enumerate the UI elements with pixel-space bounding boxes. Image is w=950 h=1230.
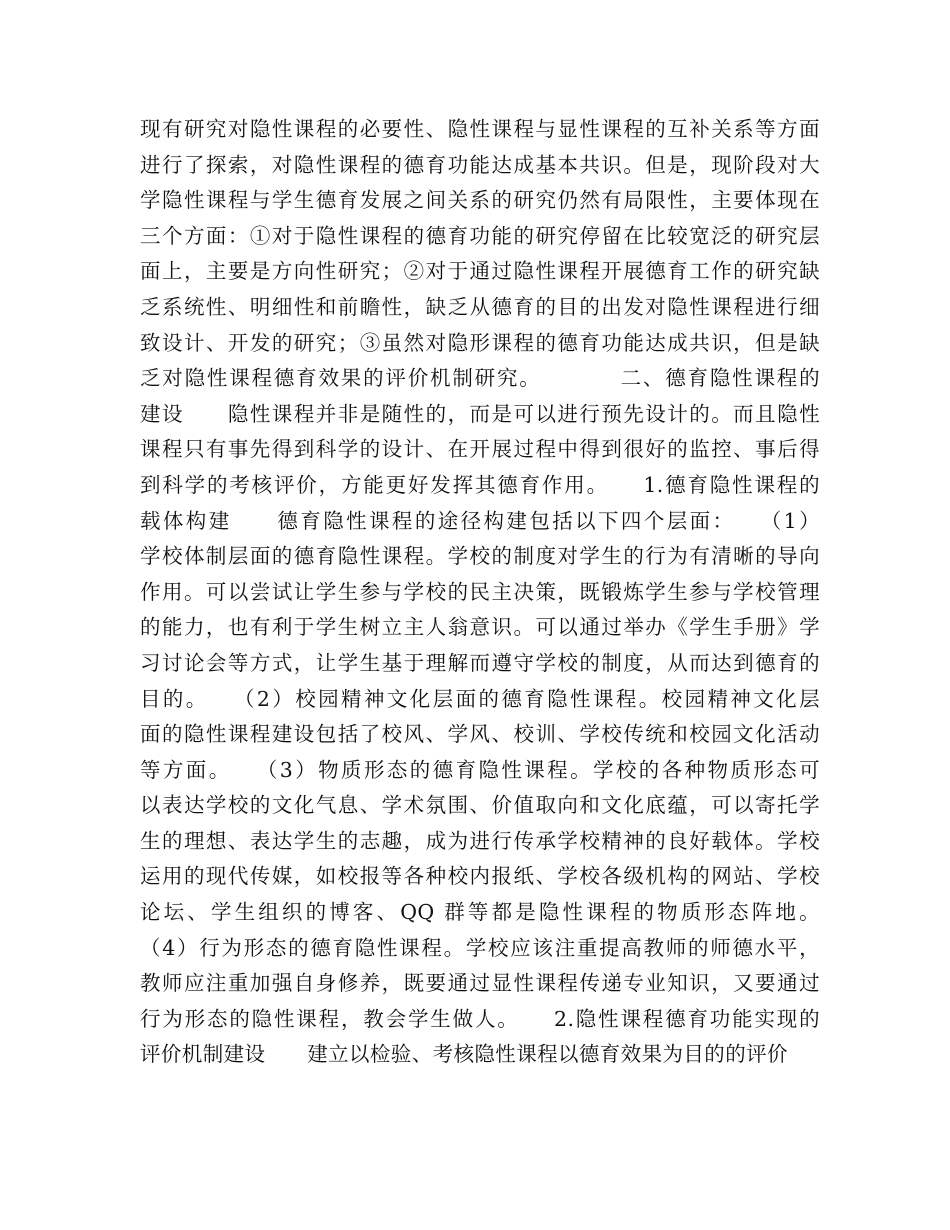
text-line-26: 行为形态的隐性课程，教会学生做人。 2.隐性课程德育功能实现的 bbox=[140, 1006, 820, 1031]
text-line-17: 目的。 （2）校园精神文化层面的德育隐性课程。校园精神文化层 bbox=[140, 686, 820, 711]
text-line-9: 建设 隐性课程并非是随性的，而是可以进行预先设计的。而且隐性 bbox=[140, 401, 820, 426]
text-line-19: 等方面。 （3）物质形态的德育隐性课程。学校的各种物质形态可 bbox=[140, 757, 820, 782]
text-line-6: 乏系统性、明细性和前瞻性，缺乏从德育的目的出发对隐性课程进行细 bbox=[140, 294, 820, 319]
text-line-14: 作用。可以尝试让学生参与学校的民主决策，既锻炼学生参与学校管理 bbox=[140, 579, 820, 604]
text-line-22: 运用的现代传媒，如校报等各种校内报纸、学校各级机构的网站、学校 bbox=[140, 864, 820, 889]
text-line-23: 论坛、学生组织的博客、QQ 群等都是隐性课程的物质形态阵地。 bbox=[140, 900, 820, 925]
text-line-24: （4）行为形态的德育隐性课程。学校应该注重提高教师的师德水平， bbox=[140, 935, 820, 960]
text-line-11: 到科学的考核评价，方能更好发挥其德育作用。 1.德育隐性课程的 bbox=[140, 472, 820, 497]
text-line-10: 课程只有事先得到科学的设计、在开展过程中得到很好的监控、事后得 bbox=[140, 437, 820, 462]
text-line-18: 面的隐性课程建设包括了校风、学风、校训、学校传统和校园文化活动 bbox=[140, 722, 820, 747]
text-line-7: 致设计、开发的研究；③虽然对隐形课程的德育功能达成共识，但是缺 bbox=[140, 330, 820, 355]
text-line-12: 载体构建 德育隐性课程的途径构建包括以下四个层面： （1） bbox=[140, 508, 820, 533]
text-line-20: 以表达学校的文化气息、学术氛围、价值取向和文化底蕴，可以寄托学 bbox=[140, 793, 820, 818]
text-line-21: 生的理想、表达学生的志趣，成为进行传承学校精神的良好载体。学校 bbox=[140, 828, 820, 853]
text-line-8: 乏对隐性课程德育效果的评价机制研究。 二、德育隐性课程的 bbox=[140, 366, 820, 391]
text-line-16: 习讨论会等方式，让学生基于理解而遵守学校的制度，从而达到德育的 bbox=[140, 650, 820, 675]
text-line-13: 学校体制层面的德育隐性课程。学校的制度对学生的行为有清晰的导向 bbox=[140, 544, 820, 569]
body-text bbox=[140, 112, 820, 1073]
text-line-25: 教师应注重加强自身修养，既要通过显性课程传递专业知识，又要通过 bbox=[140, 971, 820, 996]
text-line-4: 三个方面：①对于隐性课程的德育功能的研究停留在比较宽泛的研究层 bbox=[140, 223, 820, 248]
text-line-27: 评价机制建设 建立以检验、考核隐性课程以德育效果为目的的评价 bbox=[140, 1042, 788, 1067]
text-line-3: 学隐性课程与学生德育发展之间关系的研究仍然有局限性，主要体现在 bbox=[140, 188, 820, 213]
text-line-1: 现有研究对隐性课程的必要性、隐性课程与显性课程的互补关系等方面 bbox=[140, 117, 820, 141]
text-line-15: 的能力，也有利于学生树立主人翁意识。可以通过举办《学生手册》学 bbox=[140, 615, 820, 640]
text-line-5: 面上，主要是方向性研究；②对于通过隐性课程开展德育工作的研究缺 bbox=[140, 259, 820, 284]
text-line-2: 进行了探索，对隐性课程的德育功能达成基本共识。但是，现阶段对大 bbox=[140, 152, 820, 177]
